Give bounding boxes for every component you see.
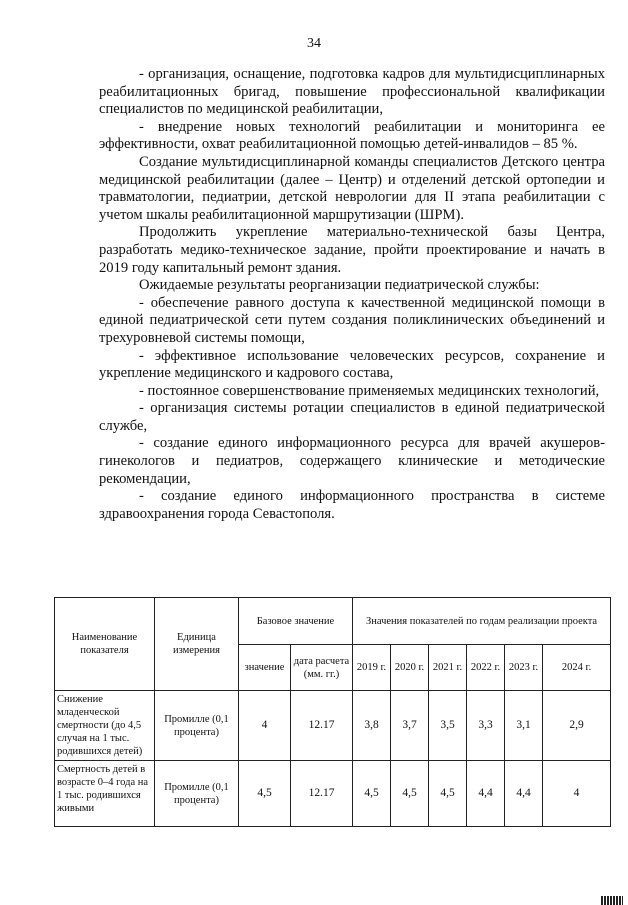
paragraph: - организация, оснащение, подготовка кадров для мультидисциплинарных реабилитационных бригад, повышение профессиональной квалификации специалистов по медицинской реабилитации,	[99, 66, 605, 118]
indicators-table-wrap	[54, 597, 610, 827]
table-header-row	[55, 598, 611, 645]
cell-base-value: 4,5	[239, 761, 291, 827]
table-row	[55, 761, 611, 827]
table-row	[55, 691, 611, 761]
paragraph: Продолжить укрепление материально-технической базы Центра, разработать медико-техническое задание, пройти проектирование и начать в 2019 году капитальный ремонт здания.	[99, 224, 605, 276]
cell-year-value: 4	[543, 761, 611, 827]
barcode-mark	[601, 896, 623, 905]
cell-year-value: 3,8	[353, 691, 391, 761]
cell-year-value: 3,7	[391, 691, 429, 761]
cell-unit: Промилле (0,1 процента)	[155, 691, 239, 761]
cell-year-value: 4,4	[467, 761, 505, 827]
header-name: Наименование показателя	[55, 598, 155, 691]
cell-year-value: 4,5	[429, 761, 467, 827]
cell-year-value: 4,5	[353, 761, 391, 827]
header-base: Базовое значение	[239, 598, 353, 645]
header-unit: Единица измерения	[155, 598, 239, 691]
paragraph: - постоянное совершенствование применяемых медицинских технологий,	[139, 382, 600, 399]
indicators-table	[54, 597, 611, 827]
paragraph: - внедрение новых технологий реабилитации и мониторинга ее эффективности, охват реабилитационной помощью детей-инвалидов – 85 %.	[99, 118, 605, 153]
cell-unit: Промилле (0,1 процента)	[155, 761, 239, 827]
header-year: 2021 г.	[429, 645, 467, 691]
header-year: 2019 г.	[353, 645, 391, 691]
paragraph: - создание единого информационного пространства в системе здравоохранения города Севастополя.	[99, 488, 605, 522]
cell-base-date: 12.17	[291, 691, 353, 761]
paragraph: - организация системы ротации специалистов в единой педиатрической службе,	[99, 400, 605, 434]
cell-year-value: 4,4	[505, 761, 543, 827]
cell-year-value: 3,1	[505, 691, 543, 761]
cell-year-value: 4,5	[391, 761, 429, 827]
cell-indicator-name: Снижение младенческой смертности (до 4,5 случая на 1 тыс. родившихся детей)	[55, 691, 155, 761]
header-year: 2022 г.	[467, 645, 505, 691]
paragraph: Создание мультидисциплинарной команды специалистов Детского центра медицинской реабилитации (далее – Центр) и отделений детской ортопедии и травматологии, педиатрии, детской неврологии для II этапа реабилитации с учетом шкалы реабилитационной маршрутизации (ШРМ).	[99, 153, 605, 223]
cell-year-value: 2,9	[543, 691, 611, 761]
cell-year-value: 3,5	[429, 691, 467, 761]
cell-indicator-name: Смертность детей в возрасте 0–4 года на 1 тыс. родившихся живыми	[55, 761, 155, 827]
cell-base-value: 4	[239, 691, 291, 761]
cell-base-date: 12.17	[291, 761, 353, 827]
paragraph: Ожидаемые результаты реорганизации педиатрической службы:	[139, 277, 540, 294]
header-years-group: Значения показателей по годам реализации проекта	[353, 598, 611, 645]
header-year: 2023 г.	[505, 645, 543, 691]
header-base-date: дата расчета (мм. гг.)	[291, 645, 353, 691]
cell-year-value: 3,3	[467, 691, 505, 761]
paragraph: - эффективное использование человеческих ресурсов, сохранение и укрепление медицинского и кадрового состава,	[99, 347, 605, 382]
paragraph: - создание единого информационного ресурса для врачей акушеров-гинекологов и педиатров, содержащего клинические и методические рекомендации,	[99, 435, 605, 487]
header-base-value: значение	[239, 645, 291, 691]
paragraph: - обеспечение равного доступа к качественной медицинской помощи в единой педиатрической сети путем создания поликлинических объединений и трехуровневой системы помощи,	[99, 294, 605, 346]
body-text	[99, 66, 605, 523]
header-year: 2024 г.	[543, 645, 611, 691]
page-number: 34	[307, 36, 321, 51]
header-year: 2020 г.	[391, 645, 429, 691]
